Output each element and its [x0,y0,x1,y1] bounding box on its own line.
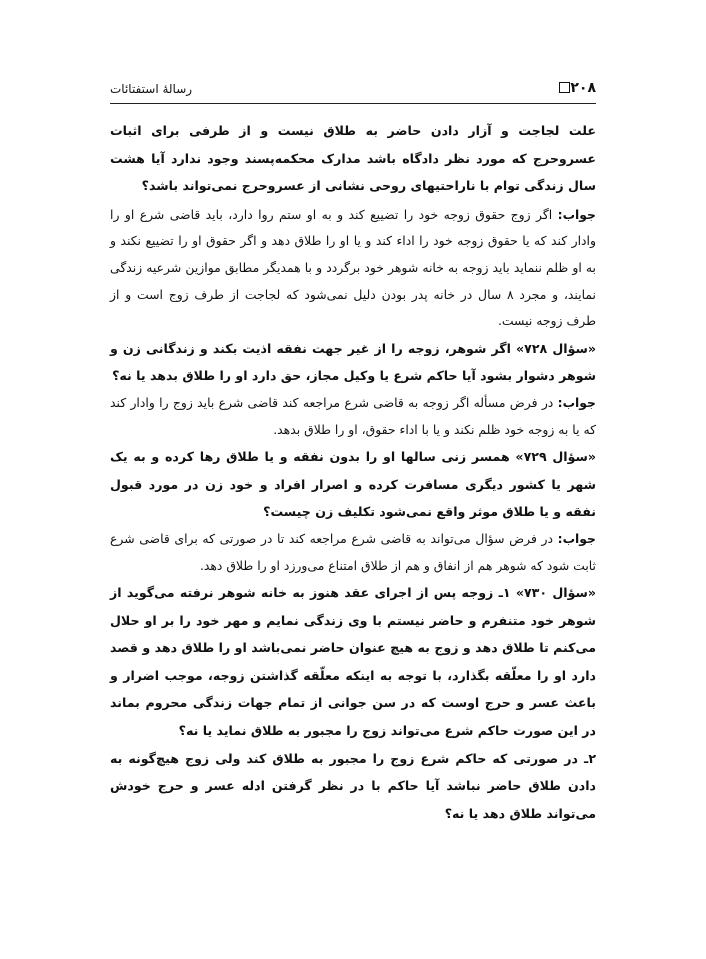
running-title: رسالهٔ استفتائات [110,82,193,96]
page-header [110,80,596,102]
answer-label: جواب: [557,530,596,546]
answer-text: در فرض سؤال می‌تواند به قاضی شرع مراجعه کند تا در صورتی که برای قاضی شرع ثابت شود که شوهر هم از انفاق و هم از طلاق امتناع می‌ورزد او را طلاق دهد. [110,530,596,573]
question-729: «سؤال ۷۲۹» همسر زنی سالها او را بدون نفقه و یا طلاق رها کرده و به یک شهر یا کشور دیگری مسافرت کرده و اصرار افراد و خود زن در مورد قبول نفقه و یا طلاق موثر واقع نمی‌شود تکلیف زن چیست؟ [110,449,597,520]
question-730-part-1: «سؤال ۷۳۰» ۱ـ زوجه پس از اجرای عقد هنوز به خانه شوهر نرفته می‌گوید از شوهر خود متنفرم و حاضر نیستم با وی زندگی نمایم و مهر خود را بر او حلال می‌کنم تا طلاق دهد و زوج به هیچ عنوان حاضر نمی‌باشد او را طلاق دهد و قصد دارد او را معلّقه بگذارد، با توجه به اینکه معلّقه گذاشتن زوجه، موجب اضرار و باعث عسر و حرج اوست که در سن جوانی از تمام جهات زندگی محروم بماند در این صورت حاکم شرع می‌تواند زوج را مجبور به طلاق نماید یا نه؟ [110,585,597,739]
question-728: «سؤال ۷۲۸» اگر شوهر، زوجه را از غیر جهت نفقه اذیت بکند و زندگانی زن و شوهر دشوار بشود آیا حاکم شرع یا وکیل مجاز، حق دارد او را طلاق بدهد یا نه؟ [110,340,596,384]
question-730-part-2: ۲ـ در صورتی که حاکم شرع زوج را مجبور به طلاق کند ولی زوج هیچ‌گونه به دادن طلاق حاضر نباشد آیا حاکم با در نظر گرفتن ادله عسر و حرج خودش می‌تواند طلاق دهد یا نه؟ [110,750,596,821]
answer-paragraph [110,202,596,335]
answer-729 [110,526,596,579]
page-number: ۲۰۸ [555,80,596,96]
answer-text: اگر زوج حقوق زوجه خود را تضییع کند و به او ستم روا دارد، باید قاضی شرع او را وادار کند که یا حقوق زوجه خود را اداء کند و یا او را طلاق دهد و اگر حقوق او را تضییع نکند و به او ظلم ننماید باید زوجه به خانه شوهر خود برگردد و با همدیگر مطابق موازین شرعیه زندگی نمایند، و مجرد ۸ سال در خانه پدر بودن دلیل نمی‌شود که لجاجت از طرف زوج است و از طرف زوجه نیست. [110,206,597,329]
answer-text: در فرض مسأله اگر زوجه به قاضی شرع مراجعه کند قاضی شرع باید زوج را وادار کند که یا به زوجه خود ظلم نکند و یا با اداء حقوق، او را طلاق بدهد. [110,394,596,437]
header-divider [110,103,596,104]
page-body [110,117,596,827]
square-ornament-icon [559,82,570,93]
answer-label: جواب: [557,206,596,222]
answer-728 [110,390,596,443]
paragraph-continuation: علت لجاجت و آزار دادن حاضر به طلاق نیست و از طرفی برای اثبات عسروحرج که مورد نظر دادگاه باشد مدارک محکمه‌پسند وجود ندارد آیا هشت سال زندگی توام با ناراحتیهای روحی نشانی از عسروحرج نمی‌تواند باشد؟ [110,123,596,194]
answer-label: جواب: [557,394,596,410]
